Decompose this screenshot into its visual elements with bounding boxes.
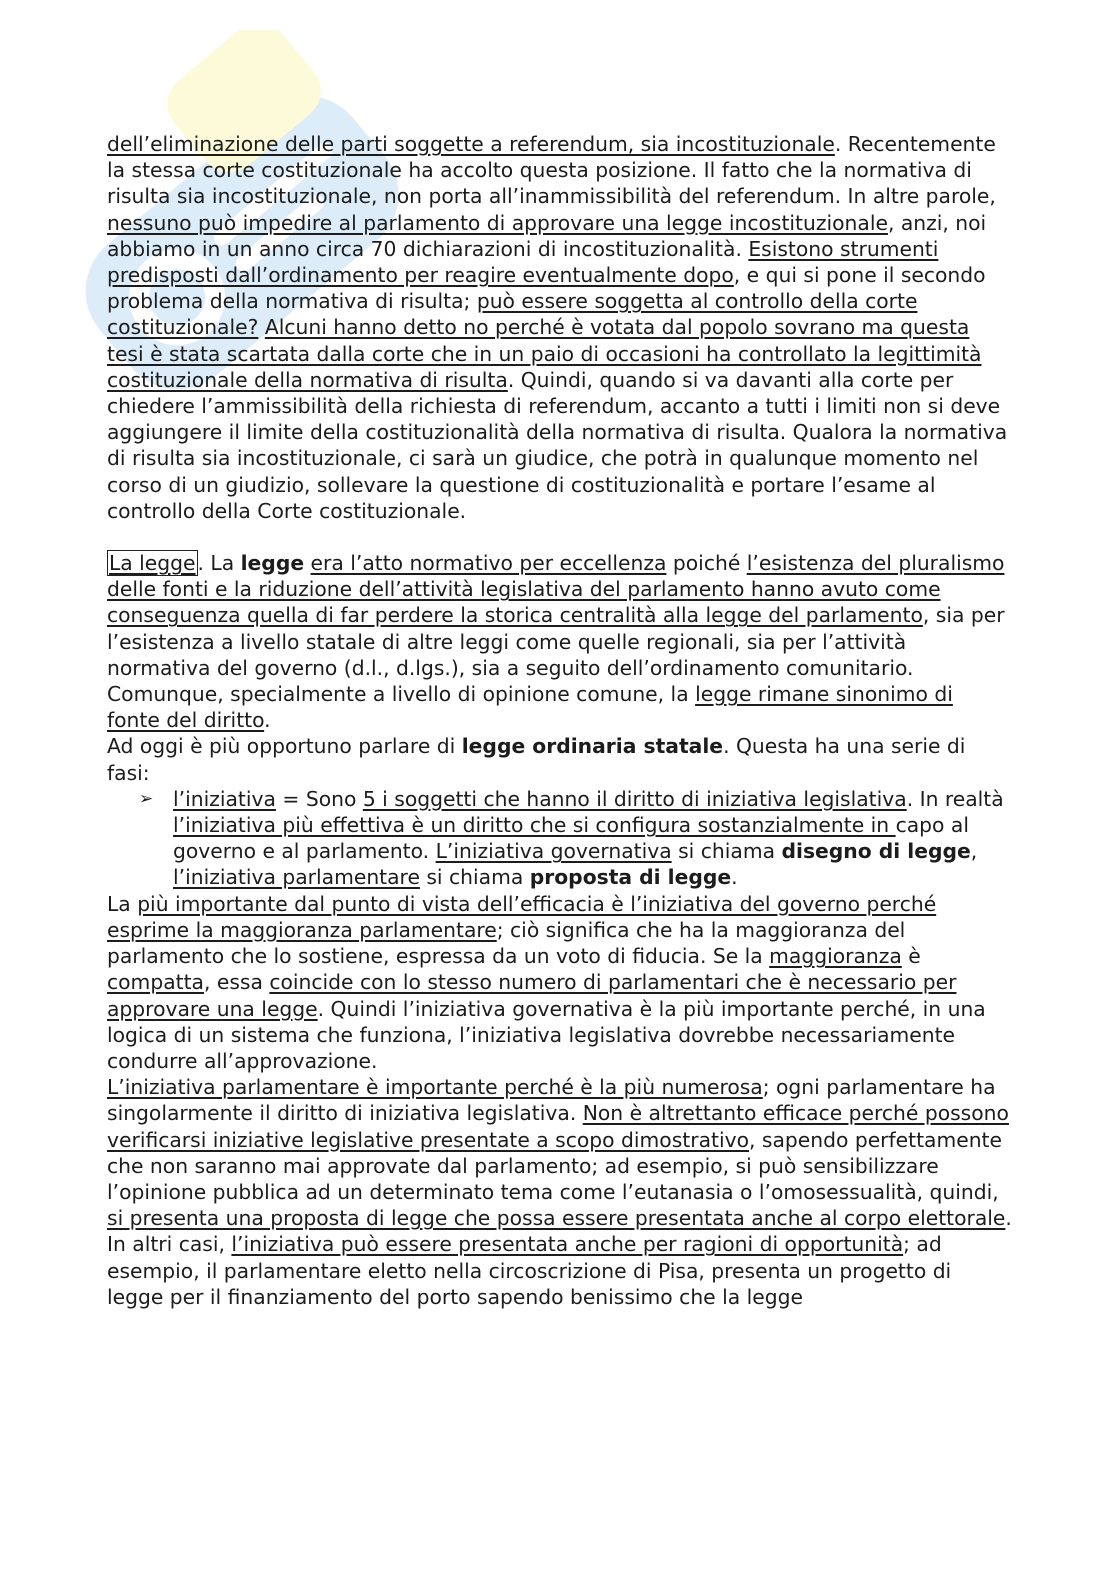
text-run: si chiama xyxy=(671,839,782,864)
underlined-text: Alcuni hanno detto no perché è votata dal popolo sovrano ma questa tesi è stata scartata dalla corte che in un paio di occasioni ha controllato la legittimità costituzionale della normativa di risulta xyxy=(107,315,982,392)
underlined-text: maggioranza xyxy=(769,944,902,969)
text-run: La xyxy=(107,891,138,916)
text-run: è xyxy=(901,944,921,969)
underlined-text: era l’atto normativo per eccellenza xyxy=(310,551,667,576)
paragraph-legge-ordinaria xyxy=(107,733,1012,785)
text-run: . Questa ha una serie di fasi: xyxy=(107,734,966,785)
text-run: Ad oggi è più opportuno parlare di xyxy=(107,734,462,759)
underlined-text: l’esistenza del pluralismo delle fonti e la riduzione dell’attività legislativa del parlamento hanno avuto come conseguenza quella di far perdere la storica centralità alla legge del parlamento xyxy=(107,551,1005,628)
text-run: = Sono xyxy=(275,786,363,811)
text-run: . In altri casi, xyxy=(107,1206,1012,1257)
arrow-bullet-icon: ➢ xyxy=(139,788,154,809)
underlined-text: dell’eliminazione delle parti soggette a referendum, sia incostituzionale xyxy=(107,132,835,156)
text-run: ; ciò significa che ha la maggioranza del parlamento che lo sostiene, espressa da un voto di fiducia. Se la xyxy=(107,917,906,969)
text-run: , essa xyxy=(203,970,270,995)
paragraph-iniziativa-governo xyxy=(107,891,1012,1074)
document-page xyxy=(107,131,1012,1310)
text-run: . Quindi l’iniziativa governativa è la più importante perché, in una logica di un sistema che funziona, l’iniziativa legislativa dovrebbe necessariamente condurre all’approvazione. xyxy=(107,996,986,1073)
text-run: si chiama xyxy=(419,865,530,890)
text-run: , xyxy=(970,839,978,864)
underlined-text: più importante dal punto di vista dell’efficacia è l’iniziativa del governo perché esprime la maggioranza parlamentare xyxy=(107,891,937,942)
bold-term: disegno di legge xyxy=(781,839,971,864)
underlined-text: compatta xyxy=(107,970,204,995)
underlined-text: si presenta una proposta di legge che possa essere presentata anche al corpo elettorale xyxy=(107,1206,1006,1231)
underlined-text: l’iniziativa parlamentare xyxy=(173,865,420,890)
text-run: . La xyxy=(197,551,241,576)
underlined-text: 5 i soggetti che hanno il diritto di iniziativa legislativa xyxy=(362,786,907,811)
underlined-text: L’iniziativa governativa xyxy=(435,839,672,864)
underlined-text: legge rimane sinonimo di fonte del diritto xyxy=(107,682,953,733)
underlined-text: coincide con lo stesso numero di parlamentari che è necessario per approvare una legge xyxy=(107,970,957,1021)
paragraph-la-legge xyxy=(107,550,1012,733)
text-run: ; ad esempio, il parlamentare eletto nella circoscrizione di Pisa, presenta un progetto di legge per il finanziamento del porto sapendo benissimo che la legge xyxy=(107,1232,952,1309)
text-run: poiché xyxy=(666,551,747,576)
underlined-text: può essere soggetta al controllo della corte costituzionale? xyxy=(107,289,918,340)
underlined-text: L’iniziativa parlamentare è importante perché è la più numerosa xyxy=(107,1075,763,1100)
text-run: . xyxy=(731,865,738,890)
underlined-text: Esistono strumenti predisposti dall’ordinamento per reagire eventualmente dopo xyxy=(107,236,939,288)
text-run: , sia per l’esistenza a livello statale di altre leggi come quelle regionali, sia per l’attività normativa del governo (d.l., d.lgs.), sia a seguito dell’ordinamento comunitario. Comunque, specialmente a livello di opinione comune, la xyxy=(107,603,1005,707)
text-run: capo al governo e al parlamento. xyxy=(173,813,969,864)
bullet-item-iniziativa xyxy=(107,786,1012,891)
underlined-text: l’iniziativa xyxy=(173,786,276,811)
text-run: , anzi, noi abbiamo in un anno circa 70 dichiarazioni di incostituzionalità. xyxy=(107,210,987,261)
underlined-text: nessuno può impedire al parlamento di approvare una legge incostituzionale xyxy=(107,210,888,235)
text-run: ; ogni parlamentare ha singolarmente il diritto di iniziativa legislativa. xyxy=(107,1075,996,1126)
text-run: , e qui si pone il secondo problema della normativa di risulta; xyxy=(107,263,986,314)
paragraph-gap xyxy=(107,524,1012,550)
text-run: . xyxy=(264,708,271,733)
paragraph-iniziativa-parlamentare xyxy=(107,1074,1012,1310)
section-heading-la-legge: La legge xyxy=(109,551,196,576)
underlined-text: l’iniziativa più effettiva è un diritto che si configura sostanzialmente in xyxy=(173,813,896,838)
bold-term: legge ordinaria statale xyxy=(461,734,724,759)
text-run: . Recentemente la stessa corte costituzionale ha accolto questa posizione. Il fatto che la normativa di risulta sia incostituzionale, non porta all’inammissibilità del referendum. In altre parole, xyxy=(107,132,996,209)
paragraph-referendum xyxy=(107,131,1012,524)
bold-term: proposta di legge xyxy=(529,865,732,890)
text-run: , sapendo perfettamente che non saranno mai approvate dal parlamento; ad esempio, si può sensibilizzare l’opinione pubblica ad un determinato tema come l’eutanasia o l’omosessualità, quindi, xyxy=(107,1127,1002,1204)
text-run: . In realtà xyxy=(906,786,1004,811)
underlined-text: l’iniziativa può essere presentata anche per ragioni di opportunità xyxy=(231,1232,904,1257)
text-run: . Quindi, quando si va davanti alla corte per chiedere l’ammissibilità della richiesta di referendum, accanto a tutti i limiti non si deve aggiungere il limite della costituzionalità della normativa di risulta. Qualora la normativa di risulta sia incostituzionale, ci sarà un giudice, che potrà in qualunque momento nel corso di un giudizio, sollevare la questione di costituzionalità e portare l’esame al controllo della Corte costituzionale. xyxy=(107,367,1008,523)
bold-term: legge xyxy=(240,551,305,576)
underlined-text: Non è altrettanto efficace perché possono verificarsi iniziative legislative presentate a scopo dimostrativo xyxy=(107,1101,1009,1152)
